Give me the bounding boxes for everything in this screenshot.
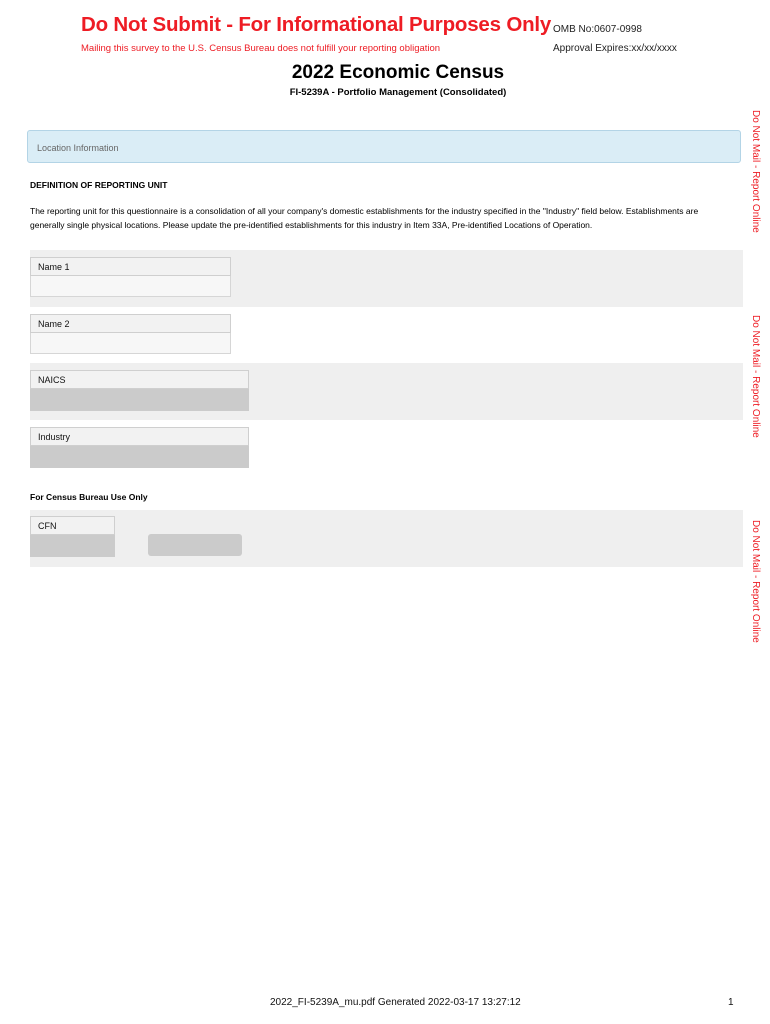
page-number: 1 bbox=[728, 997, 734, 1008]
name2-field bbox=[30, 314, 231, 354]
definition-heading: DEFINITION OF REPORTING UNIT bbox=[30, 180, 168, 190]
census-title: 2022 Economic Census bbox=[291, 62, 505, 83]
location-section-title: Location Information bbox=[37, 143, 119, 153]
location-section-header bbox=[27, 130, 741, 163]
form-subtitle: FI-5239A - Portfolio Management (Consolidated) bbox=[289, 87, 507, 98]
side-note-bottom: Do Not Mail - Report Online bbox=[750, 520, 761, 643]
side-note-middle: Do Not Mail - Report Online bbox=[750, 315, 761, 438]
name1-field bbox=[30, 257, 231, 297]
industry-field bbox=[30, 427, 249, 468]
approval-expires: Approval Expires:xx/xx/xxxx bbox=[553, 43, 677, 54]
name2-label: Name 2 bbox=[30, 314, 231, 333]
name1-label: Name 1 bbox=[30, 257, 231, 276]
naics-field bbox=[30, 370, 249, 411]
warning-subtitle: Mailing this survey to the U.S. Census Bureau does not fulfill your reporting obligation bbox=[81, 43, 441, 54]
naics-input bbox=[30, 389, 249, 411]
name1-input[interactable] bbox=[30, 276, 231, 297]
cfn-secondary-input bbox=[148, 534, 242, 556]
side-note-top: Do Not Mail - Report Online bbox=[750, 110, 761, 233]
warning-title: Do Not Submit - For Informational Purposes Only bbox=[81, 13, 552, 36]
footer-generated: 2022_FI-5239A_mu.pdf Generated 2022-03-17 13:27:12 bbox=[270, 997, 521, 1008]
naics-label: NAICS bbox=[30, 370, 249, 389]
name2-input[interactable] bbox=[30, 333, 231, 354]
industry-label: Industry bbox=[30, 427, 249, 446]
definition-text: The reporting unit for this questionnaire is a consolidation of all your company's domestic establishments for the industry specified in the "Industry" field below. Establishments are generally single physical locations. Please update the pre-identified establishments for this industry in Item 33A, Pre-identified Locations of Operation. bbox=[30, 206, 699, 230]
omb-number: OMB No:0607-0998 bbox=[553, 24, 642, 35]
field-band-3 bbox=[30, 510, 743, 567]
industry-input bbox=[30, 446, 249, 468]
census-use-heading: For Census Bureau Use Only bbox=[30, 492, 148, 502]
cfn-label: CFN bbox=[30, 516, 115, 535]
cfn-input bbox=[30, 535, 115, 557]
cfn-field bbox=[30, 516, 115, 557]
